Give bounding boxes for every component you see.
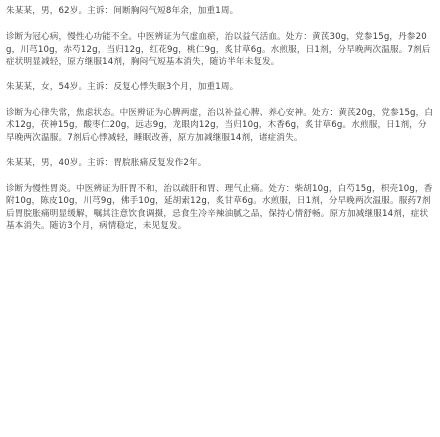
case-record-3	[6, 157, 434, 233]
spacer	[6, 145, 434, 157]
case-record-1	[6, 5, 434, 69]
case-heading: 朱某某，女，54岁。主诉：反复心悸失眠3个月，加重1周。	[6, 81, 239, 92]
spacer	[6, 94, 434, 107]
case-heading: 朱某某，男，62岁。主诉：间断胸闷气短8年余，加重1周。	[6, 6, 239, 16]
spacer	[6, 69, 434, 81]
case-heading: 朱某某，男，40岁。主诉：胃脘胀痛反复发作2年。	[6, 157, 207, 168]
case-body: 诊断为心律失常，焦虑状态。中医辨证为心脾两虚，治以补益心脾、养心安神。处方：黄芪20g，党参15g，白术12g，茯神15g，酸枣仁20g，远志9g，龙眼肉12g，当归10g，木香6g，炙甘草6g。水煎服，日1剂，分早晚两次温服。7剂后心悸减轻，睡眠改善，原方加减继服14剂，诸症消失。	[6, 107, 434, 143]
case-record-2	[6, 81, 434, 145]
spacer	[6, 18, 434, 31]
spacer	[6, 170, 434, 183]
case-body: 诊断为冠心病，慢性心功能不全。中医辨证为气虚血瘀，治以益气活血。处方：黄芪30g，党参15g，丹参20g，川芎10g，赤芍12g，当归12g，红花9g，桃仁9g，炙甘草6g。水煎服，日1剂，分早晚两次温服。7剂后症状明显减轻，原方继服14剂，胸闷气短基本消失，随访半年未复发。	[6, 32, 431, 68]
case-body: 诊断为慢性胃炎。中医辨证为肝胃不和，治以疏肝和胃、理气止痛。处方：柴胡10g，白芍15g，枳壳10g，香附10g，陈皮10g，川芎9g，佛手10g，延胡索12g，炙甘草6g。水煎服，日1剂，分早晚两次温服。服药7剂后胃脘胀痛明显缓解，嘱其注意饮食调摄，忌食生冷辛辣油腻之品，保持心情舒畅。原方加减继服14剂，症状基本消失。随访3个月，病情稳定，未见复发。	[6, 183, 433, 232]
